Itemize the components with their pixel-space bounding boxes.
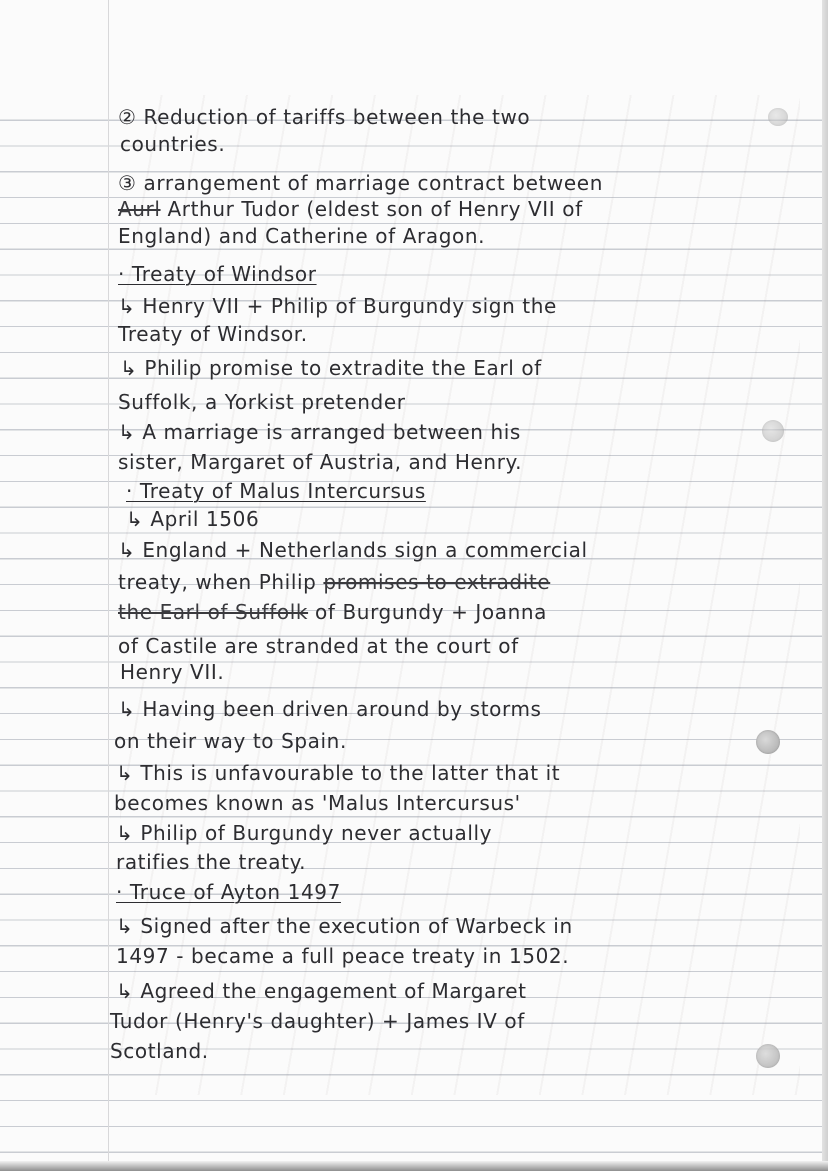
note-line: Suffolk, a Yorkist pretender: [118, 390, 406, 414]
note-line: ② Reduction of tariffs between the two: [118, 105, 531, 129]
note-line: England) and Catherine of Aragon.: [118, 224, 486, 248]
note-line: 1497 - became a full peace treaty in 1502.: [116, 944, 570, 968]
note-line: Tudor (Henry's daughter) + James IV of: [110, 1009, 525, 1033]
crossed-out-text: promises to extradite: [323, 570, 551, 594]
note-line: ↳ England + Netherlands sign a commercial: [118, 538, 588, 562]
note-line: ↳ April 1506: [126, 507, 260, 531]
crossed-out-text: Aurl: [118, 197, 161, 221]
note-line: ↳ Henry VII + Philip of Burgundy sign the: [118, 294, 557, 318]
section-heading: · Treaty of Malus Intercursus: [126, 479, 426, 503]
note-line: on their way to Spain.: [114, 729, 347, 753]
note-line-with-crossout: Aurl Arthur Tudor (eldest son of Henry VII of: [118, 197, 583, 221]
note-line: sister, Margaret of Austria, and Henry.: [118, 450, 523, 474]
section-heading: · Truce of Ayton 1497: [116, 880, 341, 904]
note-line: Scotland.: [110, 1039, 209, 1063]
note-line: ↳ Philip of Burgundy never actually: [116, 821, 493, 845]
note-line: ↳ This is unfavourable to the latter that it: [116, 761, 561, 785]
section-heading: · Treaty of Windsor: [118, 262, 317, 286]
note-line: ↳ Philip promise to extradite the Earl of: [120, 356, 542, 380]
note-line: ↳ Signed after the execution of Warbeck in: [116, 914, 573, 938]
note-line: countries.: [120, 132, 226, 156]
note-line-with-crossout: treaty, when Philip promises to extradite: [118, 570, 551, 594]
note-line: ↳ Having been driven around by storms: [118, 697, 542, 721]
note-line: becomes known as 'Malus Intercursus': [114, 791, 521, 815]
note-line: ↳ A marriage is arranged between his: [118, 420, 521, 444]
note-line: of Castile are stranded at the court of: [118, 634, 519, 658]
crossed-out-text: the Earl of Suffolk: [118, 600, 309, 624]
note-line-with-crossout: the Earl of Suffolk of Burgundy + Joanna: [118, 600, 547, 624]
note-line: ③ arrangement of marriage contract between: [118, 171, 603, 195]
note-line: ratifies the treaty.: [116, 850, 307, 874]
note-line: Henry VII.: [120, 660, 225, 684]
note-line: ↳ Agreed the engagement of Margaret: [116, 979, 527, 1003]
note-line: Treaty of Windsor.: [118, 322, 308, 346]
